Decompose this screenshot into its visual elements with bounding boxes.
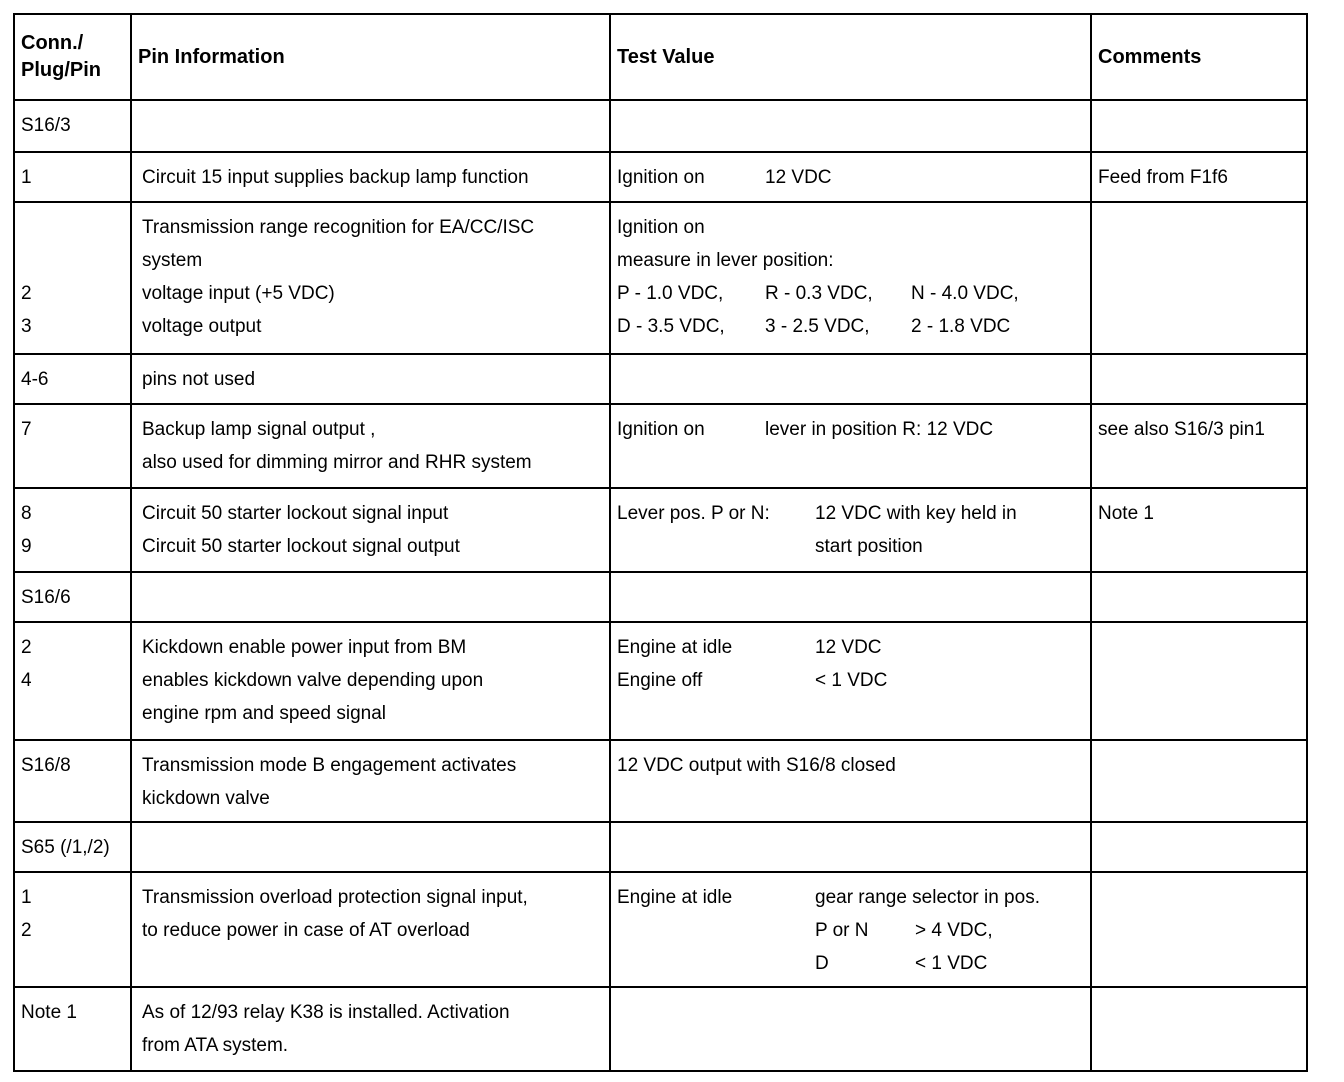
pin-3: 3 (21, 316, 32, 337)
pin-cell: 1 (14, 152, 131, 202)
pn-label: P or N (815, 920, 869, 941)
test-value-cell (610, 404, 1091, 488)
table-row-pins-4-6 (14, 354, 1307, 404)
test-value-cell (610, 202, 1091, 354)
info-line-1: Circuit 50 starter lockout signal input (142, 503, 449, 524)
test-voltage-1: 12 VDC (815, 637, 882, 658)
test-condition: Engine at idle (617, 887, 733, 908)
info-line-1: Transmission range recognition for EA/CC/ISC (142, 217, 535, 238)
voltage-2: 2 - 1.8 VDC (911, 316, 1011, 337)
info-line-1: As of 12/93 relay K38 is installed. Activation (142, 1002, 510, 1023)
info-line-2: Circuit 50 starter lockout signal output (142, 536, 460, 557)
test-voltage-2: < 1 VDC (815, 670, 888, 691)
pin-info-cell: Circuit 15 input supplies backup lamp function (131, 152, 610, 202)
pin-info-cell (131, 622, 610, 740)
pin-cell (14, 872, 131, 987)
pin-info-cell (131, 202, 610, 354)
test-value-cell (610, 622, 1091, 740)
test-value-cell (610, 152, 1091, 202)
d-label: D (815, 953, 829, 974)
test-line-1: Ignition on (617, 217, 705, 238)
table-row-pin-1 (14, 152, 1307, 202)
voltage-d: D - 3.5 VDC, (617, 316, 725, 337)
conn-cell: Note 1 (14, 987, 131, 1071)
header-pin-information: Pin Information (131, 14, 610, 100)
pin-9: 9 (21, 536, 32, 557)
info-line-1: Kickdown enable power input from BM (142, 637, 467, 658)
voltage-r: R - 0.3 VDC, (765, 283, 873, 304)
header-conn-line2: Plug/Pin (21, 59, 101, 81)
info-line-1: Transmission mode B engagement activates (142, 755, 517, 776)
test-value-cell (610, 488, 1091, 572)
info-line-1: Backup lamp signal output , (142, 419, 376, 440)
comment-cell: Note 1 (1091, 488, 1307, 572)
voltage-3: 3 - 2.5 VDC, (765, 316, 870, 337)
pin-info-cell (131, 740, 610, 822)
pin-2: 2 (21, 920, 32, 941)
comment-cell: see also S16/3 pin1 (1091, 404, 1307, 488)
table-row-s16-6 (14, 572, 1307, 622)
pin-info-cell (131, 987, 610, 1071)
pin-info-cell (131, 488, 610, 572)
pin-2: 2 (21, 283, 32, 304)
d-value: < 1 VDC (915, 953, 988, 974)
test-value-cell (610, 872, 1091, 987)
info-line-2: from ATA system. (142, 1035, 289, 1056)
pin-8: 8 (21, 503, 32, 524)
info-line-2: system (142, 250, 203, 271)
voltage-n: N - 4.0 VDC, (911, 283, 1019, 304)
conn-cell: S16/8 (14, 740, 131, 822)
test-condition: Ignition on (617, 167, 705, 188)
pin-info-cell (131, 404, 610, 488)
pin-cell (14, 488, 131, 572)
test-condition-2: Engine off (617, 670, 703, 691)
table-row-pins-2-4 (14, 622, 1307, 740)
conn-cell: S16/3 (14, 100, 131, 152)
table-row-pins-1-2 (14, 872, 1307, 987)
conn-cell: S65 (/1,/2) (14, 822, 131, 872)
test-condition: Ignition on (617, 419, 705, 440)
pin-info-cell: pins not used (131, 354, 610, 404)
header-conn-plug-pin (14, 14, 131, 100)
conn-cell: S16/6 (14, 572, 131, 622)
info-line-2: also used for dimming mirror and RHR system (142, 452, 532, 473)
info-line-1: Transmission overload protection signal input, (142, 887, 528, 908)
table-row-note-1 (14, 987, 1307, 1071)
header-comments: Comments (1091, 14, 1307, 100)
pin-information-table (13, 13, 1308, 1072)
table-row-pins-2-3 (14, 202, 1307, 354)
info-line-2: enables kickdown valve depending upon (142, 670, 484, 691)
info-line-2: kickdown valve (142, 788, 270, 809)
pin-1: 1 (21, 887, 32, 908)
info-line-3: engine rpm and speed signal (142, 703, 387, 724)
table-row-s16-8 (14, 740, 1307, 822)
test-voltage-line-1: gear range selector in pos. (815, 887, 1040, 908)
info-line-2: to reduce power in case of AT overload (142, 920, 470, 941)
test-voltage-line-2: start position (815, 536, 923, 557)
test-condition: Lever pos. P or N: (617, 503, 770, 524)
test-voltage-line-1: 12 VDC with key held in (815, 503, 1017, 524)
test-voltage: lever in position R: 12 VDC (765, 419, 994, 440)
info-line-3: voltage input (+5 VDC) (142, 283, 335, 304)
test-line-2: measure in lever position: (617, 250, 834, 271)
table-row-pin-7 (14, 404, 1307, 488)
voltage-p: P - 1.0 VDC, (617, 283, 724, 304)
table-row-s65 (14, 822, 1307, 872)
info-line-4: voltage output (142, 316, 262, 337)
pin-cell (14, 202, 131, 354)
comment-cell: Feed from F1f6 (1091, 152, 1307, 202)
pin-info-cell (131, 872, 610, 987)
pin-2: 2 (21, 637, 32, 658)
header-row (14, 14, 1307, 100)
header-conn-line1: Conn./ (21, 32, 84, 54)
table-row-pins-8-9 (14, 488, 1307, 572)
test-voltage: 12 VDC (765, 167, 832, 188)
pn-value: > 4 VDC, (915, 920, 993, 941)
pin-cell (14, 622, 131, 740)
lever-voltage-grid (617, 277, 1084, 343)
gear-range-grid (815, 914, 1084, 980)
test-condition-1: Engine at idle (617, 637, 733, 658)
pin-cell: 7 (14, 404, 131, 488)
header-test-value: Test Value (610, 14, 1091, 100)
table-row-s16-3 (14, 100, 1307, 152)
pin-cell: 4-6 (14, 354, 131, 404)
test-value-cell: 12 VDC output with S16/8 closed (610, 740, 1091, 822)
pin-4: 4 (21, 670, 32, 691)
